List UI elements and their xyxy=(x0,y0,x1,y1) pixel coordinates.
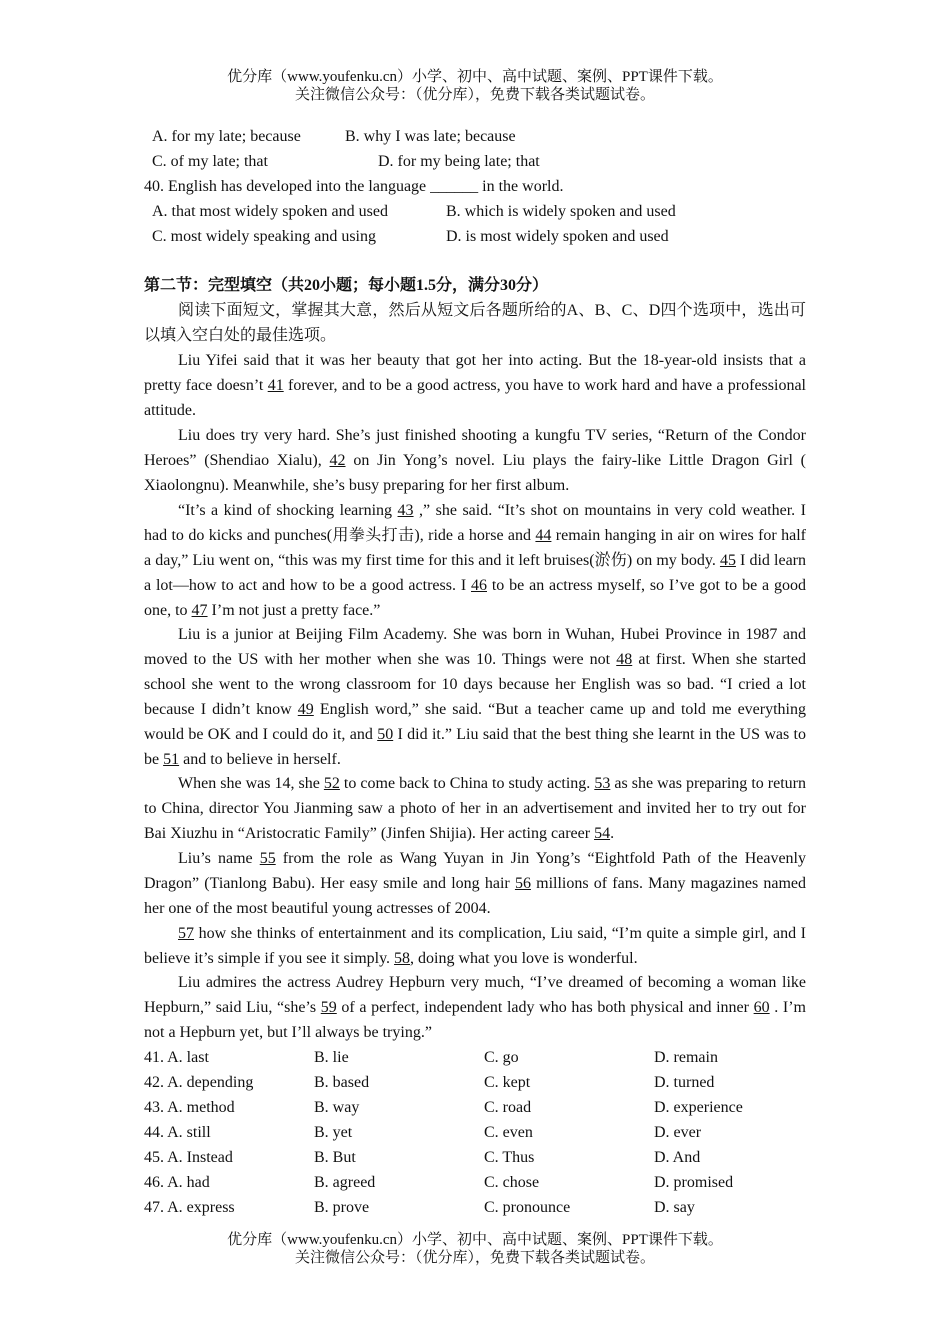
answer-option-b: B. way xyxy=(314,1099,360,1116)
q39-option-b: B. why I was late; because xyxy=(345,128,516,145)
footer-line-1: 优分库（www.youfenku.cn）小学、初中、高中试题、案例、PPT课件下载。 xyxy=(227,1232,723,1248)
answer-option-c: C. go xyxy=(484,1049,519,1066)
answer-option-b: B. based xyxy=(314,1074,370,1091)
answer-row xyxy=(144,1170,806,1195)
page-footer xyxy=(0,1231,950,1267)
passage-paragraph-8: Liu admires the actress Audrey Hepburn very much, “I’ve dreamed of becoming a woman like Hepburn,” said Liu, “she’s 59 of a perfect, independent lady who has both physical and inner 60 . I’m not a Hepburn yet, but I’ll always be trying.” xyxy=(144,974,807,1041)
answer-option-c: C. pronounce xyxy=(484,1199,571,1216)
blank-49: 49 xyxy=(297,701,314,718)
blank-41: 41 xyxy=(267,377,284,394)
answer-row xyxy=(144,1095,806,1120)
header-line-1: 优分库（www.youfenku.cn）小学、初中、高中试题、案例、PPT课件下载。 xyxy=(227,69,723,85)
answer-option-c: C. Thus xyxy=(484,1149,535,1166)
blank-46: 46 xyxy=(471,577,487,594)
passage-paragraph-4: Liu is a junior at Beijing Film Academy. She was born in Wuhan, Hubei Province in 1987 and moved to the US with her mother when she was 10. Things were not 48 at first. When she started school she went to the wrong classroom for 10 days because her English was so bad. “I cried a lot because I didn’t know 49 English word,” she said. “But a teacher came up and told me everything would be OK and I could do it, and 50 I did it.” Liu said that the best thing she learnt in the US was to be 51 and to believe in herself. xyxy=(144,626,807,768)
page-header xyxy=(0,68,950,104)
answer-row xyxy=(144,1195,806,1220)
passage-paragraph-6: Liu’s name 55 from the role as Wang Yuyan in Jin Yong’s “Eightfold Path of the Heavenly Dragon” (Tianlong Babu). Her easy smile and long hair 56 millions of fans. Many magazines named her one of the most beautiful young actresses of 2004. xyxy=(144,850,807,917)
answer-row xyxy=(144,1045,806,1070)
blank-43: 43 xyxy=(397,502,414,519)
answer-option-b: B. But xyxy=(314,1149,356,1166)
section-instruction: 阅读下面短文，掌握其大意，然后从短文后各题所给的A、B、C、D四个选项中，选出可以填入空白处的最佳选项。 xyxy=(144,302,806,344)
passage-paragraph-7: 57 how she thinks of entertainment and its complication, Liu said, “I’m quite a simple girl, and I believe it’s simple if you see it simply. 58, doing what you love is wonderful. xyxy=(144,925,806,967)
q40-option-d: D. is most widely spoken and used xyxy=(446,228,669,245)
answer-option-a: 46. A. had xyxy=(144,1174,210,1191)
answer-row xyxy=(144,1070,806,1095)
answer-option-d: D. And xyxy=(654,1149,701,1166)
q40-option-c: C. most widely speaking and using xyxy=(152,228,376,245)
q39-option-d: D. for my being late; that xyxy=(378,153,540,170)
answer-option-d: D. turned xyxy=(654,1074,715,1091)
blank-47: 47 xyxy=(191,602,208,619)
footer-line-2: 关注微信公众号：（优分库），免费下载各类试题试卷。 xyxy=(294,1250,655,1266)
blank-45: 45 xyxy=(719,552,736,569)
blank-55: 55 xyxy=(259,850,276,867)
blank-59: 59 xyxy=(320,999,337,1016)
blank-50: 50 xyxy=(377,726,394,743)
answer-option-b: B. lie xyxy=(314,1049,349,1066)
blank-60: 60 xyxy=(753,999,770,1016)
blank-48: 48 xyxy=(616,651,633,668)
passage-paragraph-3: “It’s a kind of shocking learning 43 ,” she said. “It’s shot on mountains in very cold weather. I had to do kicks and punches(用拳头打击), ride a horse and 44 remain hanging in air on wires for half a day,” Liu went on, “this was my first time for this and it left bruises(淤伤) on my body. 45 I did learn a lot—how to act and how to be a good actress. I 46 to be an actress myself, so I’ve got to be a good one, to 47 I’m not just a pretty face.” xyxy=(144,502,806,619)
blank-56: 56 xyxy=(514,875,531,892)
passage-paragraph-2: Liu does try very hard. She’s just finished shooting a kungfu TV series, “Return of the Condor Heroes” (Shendiao Xialu), 42 on Jin Yong’s novel. Liu plays the fairy-like Little Dragon Girl ( Xiaolongnu). Meanwhile, she’s busy preparing for her first album. xyxy=(144,427,806,494)
answer-option-d: D. promised xyxy=(654,1174,734,1191)
answer-option-b: B. agreed xyxy=(314,1174,376,1191)
answer-row xyxy=(144,1145,806,1170)
answer-option-c: C. kept xyxy=(484,1074,531,1091)
blank-51: 51 xyxy=(163,751,180,768)
answer-option-c: C. even xyxy=(484,1124,533,1141)
blank-57: 57 xyxy=(178,925,194,942)
answer-option-b: B. yet xyxy=(314,1124,353,1141)
blank-44: 44 xyxy=(535,527,552,544)
answer-option-a: 44. A. still xyxy=(144,1124,211,1141)
q40-option-b: B. which is widely spoken and used xyxy=(446,203,676,220)
answer-option-d: D. remain xyxy=(654,1049,718,1066)
answer-option-d: D. ever xyxy=(654,1124,702,1141)
blank-58: 58 xyxy=(394,950,411,967)
answer-option-a: 47. A. express xyxy=(144,1199,235,1216)
section-title: 第二节：完型填空（共20小题；每小题1.5分，满分30分） xyxy=(144,277,549,294)
blank-52: 52 xyxy=(323,775,340,792)
header-line-2: 关注微信公众号：（优分库），免费下载各类试题试卷。 xyxy=(294,87,655,103)
answer-option-c: C. chose xyxy=(484,1174,540,1191)
answer-option-a: 41. A. last xyxy=(144,1049,209,1066)
answer-option-b: B. prove xyxy=(314,1199,370,1216)
passage-paragraph-1: Liu Yifei said that it was her beauty that got her into acting. But the 18-year-old insists that a pretty face doesn’t 41 forever, and to be a good actress, you have to work hard and have a professional attitude. xyxy=(144,352,806,419)
answer-option-d: D. say xyxy=(654,1199,695,1216)
blank-42: 42 xyxy=(329,452,346,469)
answer-row xyxy=(144,1120,806,1145)
answer-option-c: C. road xyxy=(484,1099,532,1116)
q39-option-c: C. of my late; that xyxy=(152,153,268,170)
q40-stem: 40. English has developed into the language ______ in the world. xyxy=(144,178,564,195)
blank-54: 54 xyxy=(594,825,611,842)
answer-option-a: 43. A. method xyxy=(144,1099,235,1116)
q39-option-a: A. for my late; because xyxy=(152,128,301,145)
q40-option-a: A. that most widely spoken and used xyxy=(152,203,388,220)
blank-53: 53 xyxy=(594,775,611,792)
answer-option-a: 42. A. depending xyxy=(144,1074,254,1091)
answer-option-d: D. experience xyxy=(654,1099,743,1116)
answer-option-a: 45. A. Instead xyxy=(144,1149,233,1166)
passage-paragraph-5: When she was 14, she 52 to come back to China to study acting. 53 as she was preparing to return to China, director You Jianming saw a photo of her in an advertisement and invited her to try out for Bai Xiuzhu in “Aristocratic Family” (Jinfen Shijia). Her acting career 54. xyxy=(144,775,806,842)
